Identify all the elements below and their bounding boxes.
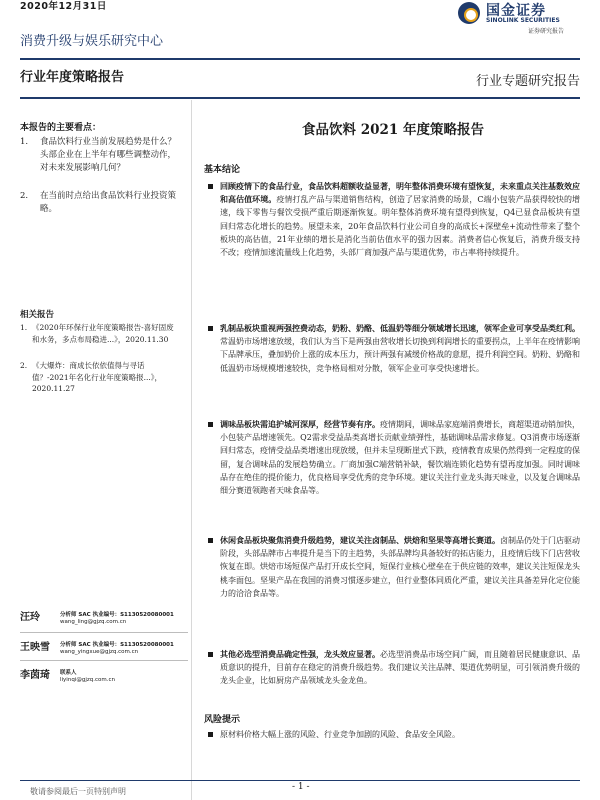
analyst-role: 分析师 SAC 执业编号：S1130520080001 bbox=[60, 612, 174, 618]
analyst-divider bbox=[20, 660, 188, 661]
analyst-name: 李茵琦 bbox=[20, 670, 50, 681]
paragraph-lead: 休闲食品板块聚焦消费升级趋势，建议关注卤制品、烘焙和坚果等高增长赛道。 bbox=[220, 535, 500, 545]
key-point-text: 食品饮料行业当前发展趋势是什么？头部企业在上半年有哪些调整动作，对未来发展影响几何？ bbox=[40, 137, 177, 173]
logo-mark-icon bbox=[458, 2, 480, 24]
footer-rule bbox=[20, 780, 580, 781]
analyst-email[interactable]: wang_yingxue@gjzq.com.cn bbox=[60, 649, 139, 655]
paragraph-body: 必选型消费品市场空间广阔，而且随着居民健康意识、品质意识的提升，目前存在稳定的消费升级趋势。我们建议关注品牌、渠道优势明显，可引领消费升级的龙头企业，比如厨房产品领域龙头金龙鱼。 bbox=[220, 650, 580, 686]
risk-paragraph bbox=[208, 728, 580, 741]
related-report-num: 2. bbox=[20, 361, 28, 370]
paragraph-body: 卤制品仍处于门店驱动阶段，头部品牌市占率提升是当下的主趋势，头部品牌均具备较好的拓店能力，且疫情后线下门店营收恢复在即。烘焙市场短保产品打开成长空间，短保行业核心壁垒在于供应链的效率，建议关注短保龙头桃李面包。坚果产品在我国的消费习惯逐步建立，但行业整体同质化严重，建议关注具备差异化定位能力的洽洽食品等。 bbox=[220, 536, 580, 598]
related-report-link[interactable] bbox=[20, 322, 180, 345]
logo-name-cn: 国金证券 bbox=[486, 3, 546, 19]
square-bullet-icon bbox=[208, 732, 213, 737]
key-point-num: 1. bbox=[20, 137, 29, 147]
logo-tagline: 证券研究报告 bbox=[528, 28, 565, 35]
square-bullet-icon bbox=[208, 326, 213, 331]
key-points-title: 本报告的主要看点： bbox=[20, 123, 102, 133]
conclusion-paragraph bbox=[208, 418, 580, 497]
key-point-text: 在当前时点给出食品饮料行业投资策略。 bbox=[40, 191, 177, 214]
analyst-card bbox=[20, 608, 192, 640]
disclaimer-hint: 敬请参阅最后一页特别声明 bbox=[30, 787, 126, 796]
related-report-num: 1. bbox=[20, 323, 28, 332]
conclusion-paragraph bbox=[208, 180, 580, 259]
related-report-link[interactable] bbox=[20, 360, 180, 395]
logo-name-en: SINOLINK SECURITIES bbox=[486, 17, 560, 24]
paragraph-lead: 其他必选型消费品确定性强，龙头效应显著。 bbox=[220, 649, 380, 659]
section-title-risk: 风险提示 bbox=[204, 715, 241, 725]
key-point-num: 2. bbox=[20, 191, 29, 201]
page-number: - 1 - bbox=[292, 782, 310, 792]
paragraph-body: 常温奶市场增速放缓，我们认为当下是两强由营收增长切换到利润增长的重要拐点，上半年在疫情影响下品牌承压，叠加奶价上涨的成本压力，预计两强有减缓价格战的意愿，提升利润空间。奶粉、奶酪和低温奶市场规模增速较快，竞争格局相对分散，领军企业可享受快速增长。 bbox=[220, 337, 580, 373]
analyst-divider bbox=[20, 632, 188, 633]
document-title: 食品饮料 2021 年度策略报告 bbox=[302, 122, 484, 138]
conclusion-paragraph bbox=[208, 648, 580, 688]
paragraph-lead: 乳制品板块重视两强控费动态，奶粉、奶酪、低温奶等细分领域增长迅速，领军企业可享受品类红利。 bbox=[220, 323, 580, 333]
report-category: 行业专题研究报告 bbox=[475, 74, 580, 89]
related-report-text: 《大爆炸：商成长依依值得与寻话值？-2021年名化行业年度策略报...》，2020.11.27 bbox=[32, 361, 163, 393]
analyst-email[interactable]: liyinqi@gjzq.com.cn bbox=[60, 677, 115, 683]
key-point-item bbox=[20, 136, 180, 175]
paragraph-body: 疫情期间，调味品家庭端消费增长，商超渠道动销加快，小包装产品增速领先。Q2需求受益品类高增长贡献业绩弹性，基础调味品需求修复。Q3消费市场逐渐回归常态，疫情受益品类增速出现放缓，但并未呈现断崖式下跌，疫情教育成果仍然得到一定程度的保留，复合调味品的发展趋势确立。厂商加强C端营销补缺，餐饮端连锁化趋势有望再度加强。同时调味品存在绝佳的提价能力，优良格局享受优秀的竞争环境。建议关注行业龙头海天味业，以及复合调味品细分赛道领跑者天味食品等。 bbox=[220, 420, 580, 496]
analyst-email[interactable]: wang_ling@gjzq.com.cn bbox=[60, 619, 127, 625]
square-bullet-icon bbox=[208, 538, 213, 543]
key-point-item bbox=[20, 190, 180, 216]
analyst-card bbox=[20, 666, 192, 698]
square-bullet-icon bbox=[208, 652, 213, 657]
header-rule-bottom bbox=[20, 97, 580, 99]
analyst-role: 分析师 SAC 执业编号：S1130520080001 bbox=[60, 642, 174, 648]
analyst-name: 汪玲 bbox=[20, 612, 40, 623]
analyst-name: 王映雪 bbox=[20, 642, 50, 653]
risk-text: 原材料价格大幅上涨的风险、行业竞争加剧的风险、食品安全风险。 bbox=[220, 730, 460, 739]
related-report-text: 《2020年环保行业年度策略报告-喜好固废和水务，多点布局稳进...》，2020.11.30 bbox=[32, 323, 174, 344]
conclusion-paragraph bbox=[208, 534, 580, 600]
square-bullet-icon bbox=[208, 422, 213, 427]
research-center: 消费升级与娱乐研究中心 bbox=[20, 34, 164, 49]
square-bullet-icon bbox=[208, 184, 213, 189]
conclusion-paragraph bbox=[208, 322, 580, 375]
header-rule bbox=[20, 58, 580, 60]
section-title-basic: 基本结论 bbox=[204, 165, 241, 175]
related-reports-title: 相关报告 bbox=[20, 310, 55, 320]
paragraph-lead: 回顾疫情下的食品行业，食品饮料超额收益显著，明年整体消费环境有望恢复，未来重点关注基数效应和高估值环境。 bbox=[220, 181, 580, 205]
company-logo bbox=[458, 0, 598, 40]
report-type: 行业年度策略报告 bbox=[20, 70, 125, 85]
report-date: 2020年12月31日 bbox=[20, 1, 107, 12]
paragraph-body: 疫情打乱产品与渠道销售结构，创造了居家消费的场景，C端小包装产品获得较快的增速，线下零售与餐饮受损严重后期逐渐恢复。明年整体消费环境有望得到恢复，Q4已显食品板块有望回归常态化增长的趋势。展望未来，20年食品饮料行业公司自身的高成长+深壁垒+流动性带来了整个板块的高估值，21年业绩的增长是消化当前估值水平的强力因素。消费者信心恢复后，消费升级支持不改；疫情加速流量线上化趋势，头部厂商加强产品与渠道优势，市占率将持续提升。 bbox=[220, 195, 581, 258]
analyst-role: 联系人 bbox=[60, 670, 77, 676]
paragraph-lead: 调味品板块需追护城河深厚，经营节奏有序。 bbox=[220, 419, 380, 429]
